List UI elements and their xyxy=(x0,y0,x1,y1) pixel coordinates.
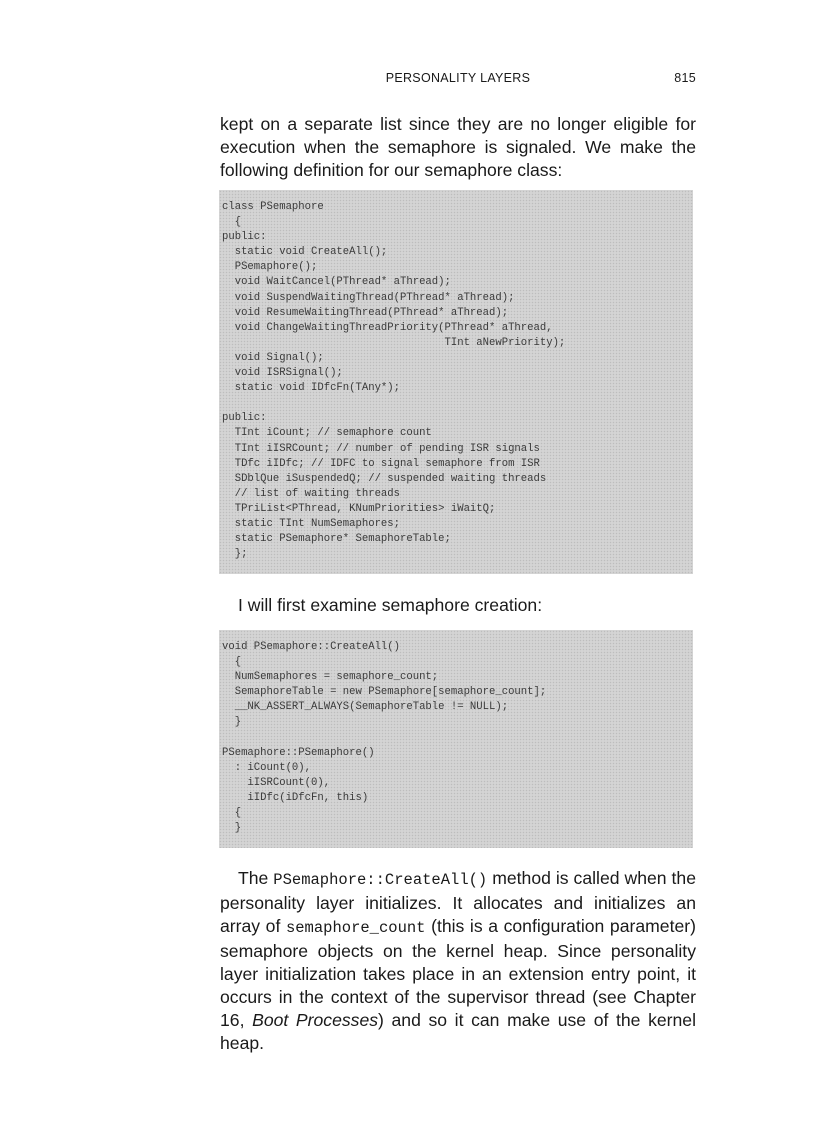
create-all-listing xyxy=(219,630,693,848)
explanation-paragraph xyxy=(220,867,696,1055)
class-definition-code: class PSemaphore { public: static void CreateAll(); PSemaphore(); void WaitCancel(PThread* aThread); void SuspendWaitingThread(PThread* aThread); void ResumeWaitingThread(PThread* aThread); void ChangeWaitingThreadPriority(PThread* aThread, TInt aNewPriority); void Signal(); void ISRSignal(); static void IDfcFn(TAny*); public: TInt iCount; // semaphore count TInt iISRCount; // number of pending ISR signals TDfc iIDfc; // IDFC to signal semaphore from ISR SDblQue iSuspendedQ; // suspended waiting threads // list of waiting threads TPriList<PThread, KNumPriorities> iWaitQ; static TInt NumSemaphores; static PSemaphore* SemaphoreTable; }; xyxy=(222,201,566,561)
page-number: 815 xyxy=(674,71,696,85)
explain-text-3: (this is a configuration parameter) semaphore objects on the kernel heap. Since personality layer initialization takes place in an extension entry point, it occurs in the context of the supervisor thread (see Chapter 16, xyxy=(220,916,696,1030)
explain-text-4: ) and so it can make use of the kernel heap. xyxy=(220,1010,696,1053)
intro-paragraph: kept on a separate list since they are no longer eligible for execution when the semaphore is signaled. We make the following definition for our semaphore class: xyxy=(220,114,696,180)
explain-text-2: method is called when the personality layer initializes. It allocates and initializes an array of xyxy=(220,868,696,936)
inline-code-createall: PSemaphore::CreateAll() xyxy=(273,871,488,889)
create-all-code: void PSemaphore::CreateAll() { NumSemaphores = semaphore_count; SemaphoreTable = new PSemaphore[semaphore_count]; __NK_ASSERT_ALWAYS(SemaphoreTable != NULL); } PSemaphore::PSemaphore() : iCount(0), iISRCount(0), iIDfc(iDfcFn, this) { } xyxy=(222,641,547,835)
book-title-boot-processes: Boot Processes xyxy=(252,1010,379,1030)
running-head xyxy=(220,71,696,89)
examine-paragraph: I will first examine semaphore creation: xyxy=(238,595,543,615)
inline-code-semaphore-count: semaphore_count xyxy=(285,919,426,937)
explain-text-1: The xyxy=(238,868,274,888)
running-title: PERSONALITY LAYERS xyxy=(385,71,531,85)
class-definition-listing xyxy=(219,190,693,574)
